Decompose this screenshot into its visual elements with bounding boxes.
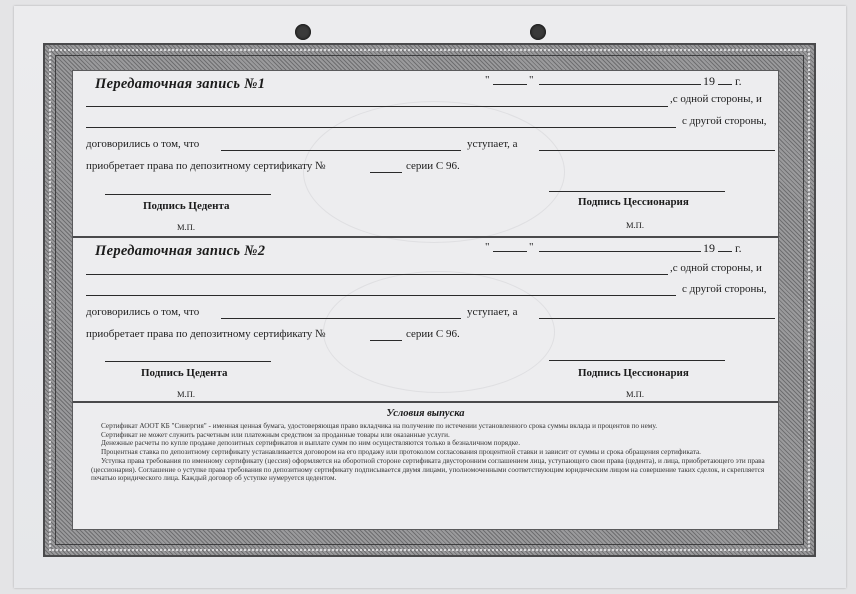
record2-series-text: серии С 96. <box>406 328 460 340</box>
record1-cedent-signature-line[interactable] <box>105 194 271 195</box>
record2-stamp-right: М.П. <box>626 389 644 399</box>
record2-stamp-left: М.П. <box>177 389 195 399</box>
record2-cedent-signature-line[interactable] <box>105 361 271 362</box>
record2-side-one: ,с одной стороны, и <box>670 262 762 274</box>
record2-month-field[interactable] <box>539 251 701 252</box>
record2-cedent-signature-label: Подпись Цедента <box>141 367 228 379</box>
record1-cedes-text: уступает, а <box>467 138 518 150</box>
record1-month-field[interactable] <box>539 84 701 85</box>
transfer-records-panel <box>72 70 779 530</box>
record1-year-prefix: 19 <box>703 74 715 88</box>
record1-quote-open: " <box>485 74 490 86</box>
record2-cessionary-signature-label: Подпись Цессионария <box>578 367 689 379</box>
record2-cedes-text: уступает, а <box>467 306 518 318</box>
record1-series-text: серии С 96. <box>406 160 460 172</box>
record2-cedent-field[interactable] <box>221 318 461 319</box>
record2-year-field[interactable] <box>718 251 732 252</box>
conditions-paragraph: Сертификат не может служить расчетным или платежным средством за проданные товары или оказанные услуги. <box>101 430 450 439</box>
record1-day-field[interactable] <box>493 84 527 85</box>
record1-year-field[interactable] <box>718 84 732 85</box>
record1-agreed-text: договорились о том, что <box>86 138 200 150</box>
record2-title: Передаточная запись №2 <box>95 243 266 259</box>
binder-hole-left <box>295 24 311 40</box>
record1-year-suffix: г. <box>735 74 742 88</box>
conditions-title: Условия выпуска <box>386 408 465 419</box>
conditions-divider <box>73 401 778 403</box>
record2-acquires-text: приобретает права по депозитному сертификату № <box>86 328 326 340</box>
record1-quote-close: " <box>529 74 534 86</box>
record2-party1-field[interactable] <box>86 274 668 275</box>
record1-cessionary-signature-line[interactable] <box>549 191 725 192</box>
record2-party2-field[interactable] <box>86 295 676 296</box>
record2-side-two: с другой стороны, <box>682 283 767 295</box>
record2-day-field[interactable] <box>493 251 527 252</box>
record1-stamp-left: М.П. <box>177 222 195 232</box>
record1-certificate-number-field[interactable] <box>370 172 402 173</box>
record2-certificate-number-field[interactable] <box>370 340 402 341</box>
record2-quote-open: " <box>485 241 490 253</box>
record1-cessionary-signature-label: Подпись Цессионария <box>578 196 689 208</box>
conditions-text <box>91 422 766 483</box>
conditions-paragraph: Сертификат АООТ КБ "Синергия" - именная ценная бумага, удостоверяющая право вкладчика на получение по истечении установленного срока суммы вклада и процентов по нему. <box>101 422 658 430</box>
record1-side-two: с другой стороны, <box>682 115 767 127</box>
record2-cessionary-field[interactable] <box>539 318 775 319</box>
conditions-paragraph: Процентная ставка по депозитному сертификату устанавливается договором на его продажу или протоколом согласования процентной ставки и зависит от суммы и срока обращения сертификата. <box>101 448 701 457</box>
record2-quote-close: " <box>529 241 534 253</box>
record1-cedent-field[interactable] <box>221 150 461 151</box>
record-divider <box>73 236 778 238</box>
record1-party2-field[interactable] <box>86 127 676 128</box>
record1-side-one: ,с одной стороны, и <box>670 93 762 105</box>
record2-cessionary-signature-line[interactable] <box>549 360 725 361</box>
watermark-rosette <box>303 101 565 243</box>
record2-agreed-text: договорились о том, что <box>86 306 200 318</box>
record2-year-prefix: 19 <box>703 241 715 255</box>
conditions-paragraph: Уступка права требования по именному сертификату (цессия) оформляется на оборотной стороне сертификата двусторонним соглашением лица, уступающего свои права (цедента), и лица, приобретающего эти права (цессионария). Соглашение о уступке права требования по депозитному сертификату подписывается двумя лицами, уполномоченными соответствующим юридическим лицом на совершение таких сделок, и скрепляется печатью юридического лица. Каждый договор об уступке нумеруется цедентом. <box>91 456 765 483</box>
record2-year-suffix: г. <box>735 241 742 255</box>
record1-acquires-text: приобретает права по депозитному сертификату № <box>86 160 326 172</box>
record1-cessionary-field[interactable] <box>539 150 775 151</box>
record1-title: Передаточная запись №1 <box>95 76 266 92</box>
conditions-paragraph: Денежные расчеты по купле продаже депозитных сертификатов и выплате сумм по ним осуществляются только в безналичном порядке. <box>101 439 521 448</box>
binder-hole-right <box>530 24 546 40</box>
record1-party1-field[interactable] <box>86 106 668 107</box>
record1-stamp-right: М.П. <box>626 220 644 230</box>
record1-cedent-signature-label: Подпись Цедента <box>143 200 230 212</box>
